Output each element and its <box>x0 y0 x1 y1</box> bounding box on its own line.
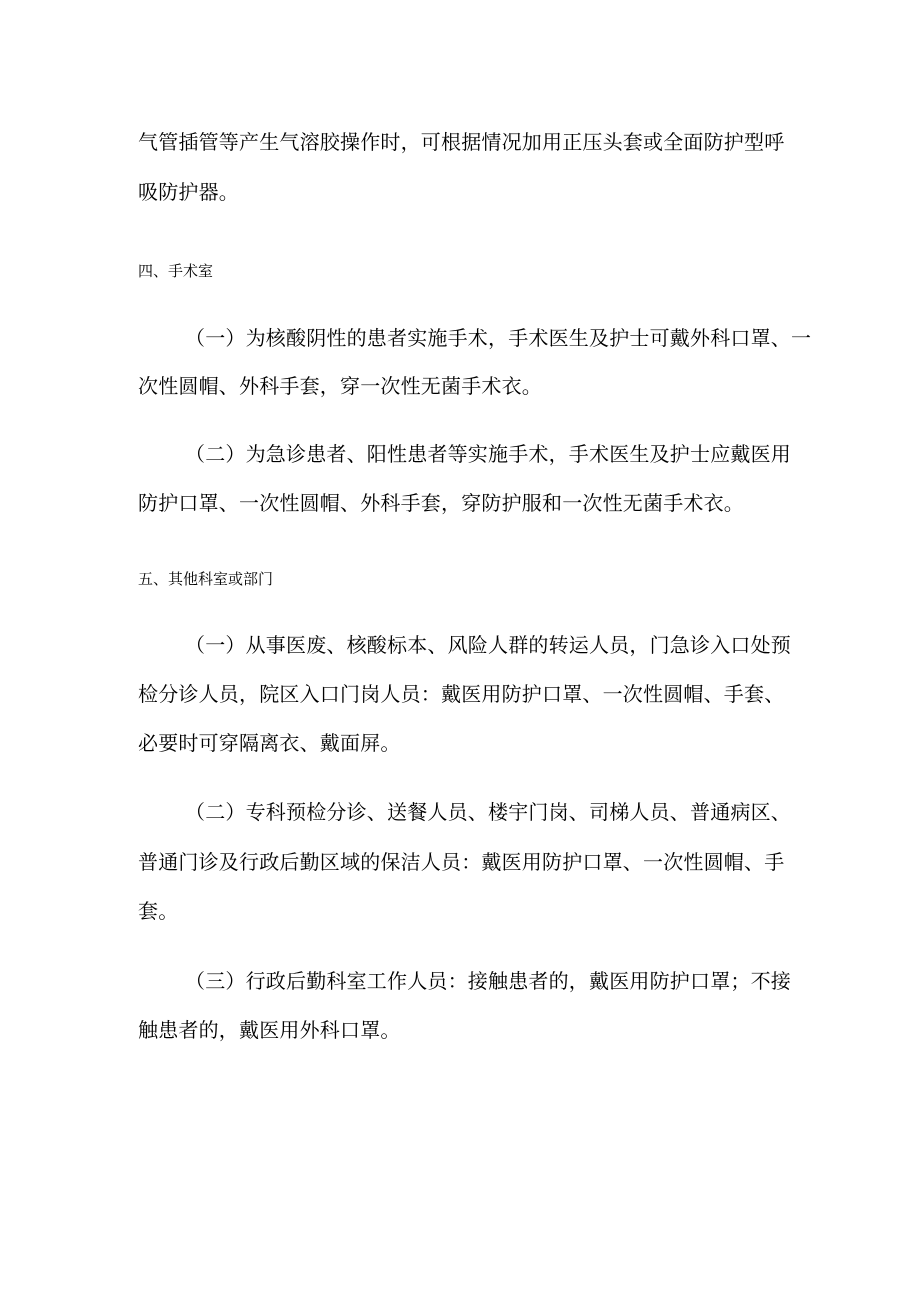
section-heading-other-departments: 五、其他科室或部门 <box>138 570 274 588</box>
paragraph-line: （二）专科预检分诊、送餐人员、楼宇门岗、司梯人员、普通病区、 <box>185 800 791 824</box>
paragraph-line: 触患者的，戴医用外科口罩。 <box>138 1018 401 1042</box>
paragraph-line: 次性圆帽、外科手套，穿一次性无菌手术衣。 <box>138 374 542 398</box>
paragraph-line: 必要时可穿隔离衣、戴面屏。 <box>138 731 401 755</box>
section-heading-operating-room: 四、手术室 <box>138 262 214 280</box>
paragraph-line: 套。 <box>138 899 179 923</box>
paragraph-line: 气管插管等产生气溶胶操作时，可根据情况加用正压头套或全面防护型呼 <box>138 130 785 154</box>
paragraph-line: 吸防护器。 <box>138 180 239 204</box>
paragraph-line: 普通门诊及行政后勤区域的保洁人员：戴医用防护口罩、一次性圆帽、手 <box>138 850 785 874</box>
paragraph-line: （一）从事医废、核酸标本、风险人群的转运人员，门急诊入口处预 <box>185 633 791 657</box>
paragraph-line: 检分诊人员，院区入口门岗人员：戴医用防护口罩、一次性圆帽、手套、 <box>138 682 785 706</box>
paragraph-line: 防护口罩、一次性圆帽、外科手套，穿防护服和一次性无菌手术衣。 <box>138 491 744 515</box>
paragraph-line: （一）为核酸阴性的患者实施手术，手术医生及护士可戴外科口罩、一 <box>185 326 812 350</box>
paragraph-line: （三）行政后勤科室工作人员：接触患者的，戴医用防护口罩；不接 <box>185 969 791 993</box>
paragraph-line: （二）为急诊患者、阳性患者等实施手术，手术医生及护士应戴医用 <box>185 442 791 466</box>
